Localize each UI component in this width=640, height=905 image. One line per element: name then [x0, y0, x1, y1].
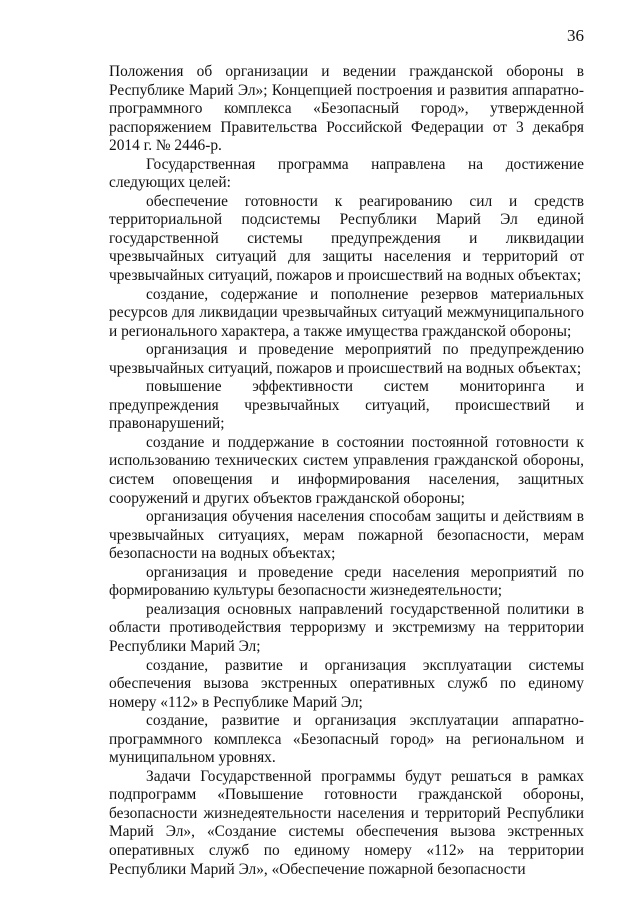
- paragraph: организация и проведение мероприятий по предупреждению чрезвычайных ситуаций, пожаров и происшествий на водных объектах;: [109, 341, 584, 377]
- page-number: 36: [567, 26, 584, 45]
- paragraph: Государственная программа направлена на достижение следующих целей:: [109, 155, 584, 192]
- paragraph: создание, развитие и организация эксплуатации аппаратно-программного комплекса «Безопасный город» на региональном и муниципальном уровнях.: [109, 712, 584, 767]
- paragraph: создание, развитие и организация эксплуатации системы обеспечения вызова экстренных оперативных служб по единому номеру «112» в Республике Марий Эл;: [109, 656, 584, 711]
- paragraph: обеспечение готовности к реагированию сил и средств территориальной подсистемы Республики Марий Эл единой государственной системы предупреждения и ликвидации чрезвычайных ситуаций для защиты населения и территорий от чрезвычайных ситуаций, пожаров и происшествий на водных объектах;: [109, 192, 584, 285]
- document-body: [109, 63, 584, 879]
- paragraph: создание и поддержание в состоянии постоянной готовности к использованию технических систем управления гражданской обороны, систем оповещения и информирования населения, защитных сооружений и других объектов гражданской обороны;: [109, 433, 584, 507]
- paragraph: Задачи Государственной программы будут решаться в рамках подпрограмм «Повышение готовности гражданской обороны, безопасности жизнедеятельности населения и территорий Республики Марий Эл», «Создание системы обеспечения вызова экстренных оперативных служб по единому номеру «112» на территории Республики Марий Эл», «Обеспечение пожарной безопасности: [109, 767, 584, 878]
- paragraph: создание, содержание и пополнение резервов материальных ресурсов для ликвидации чрезвычайных ситуаций межмуниципального и регионального характера, а также имущества гражданской обороны;: [109, 285, 584, 340]
- paragraph: реализация основных направлений государственной политики в области противодействия терроризму и экстремизму на территории Республики Марий Эл;: [109, 600, 584, 655]
- paragraph: организация и проведение среди населения мероприятий по формированию культуры безопасности жизнедеятельности;: [109, 563, 584, 600]
- paragraph: Положения об организации и ведении гражданской обороны в Республике Марий Эл»; Концепцией построения и развития аппаратно-программного комплекса «Безопасный город», утвержденной распоряжением Правительства Российской Федерации от 3 декабря 2014 г. № 2446-р.: [109, 63, 584, 155]
- paragraph: повышение эффективности систем мониторинга и предупреждения чрезвычайных ситуаций, происшествий и правонарушений;: [109, 378, 584, 433]
- paragraph: организация обучения населения способам защиты и действиям в чрезвычайных ситуациях, мерам пожарной безопасности, мерам безопасности на водных объектах;: [109, 508, 584, 563]
